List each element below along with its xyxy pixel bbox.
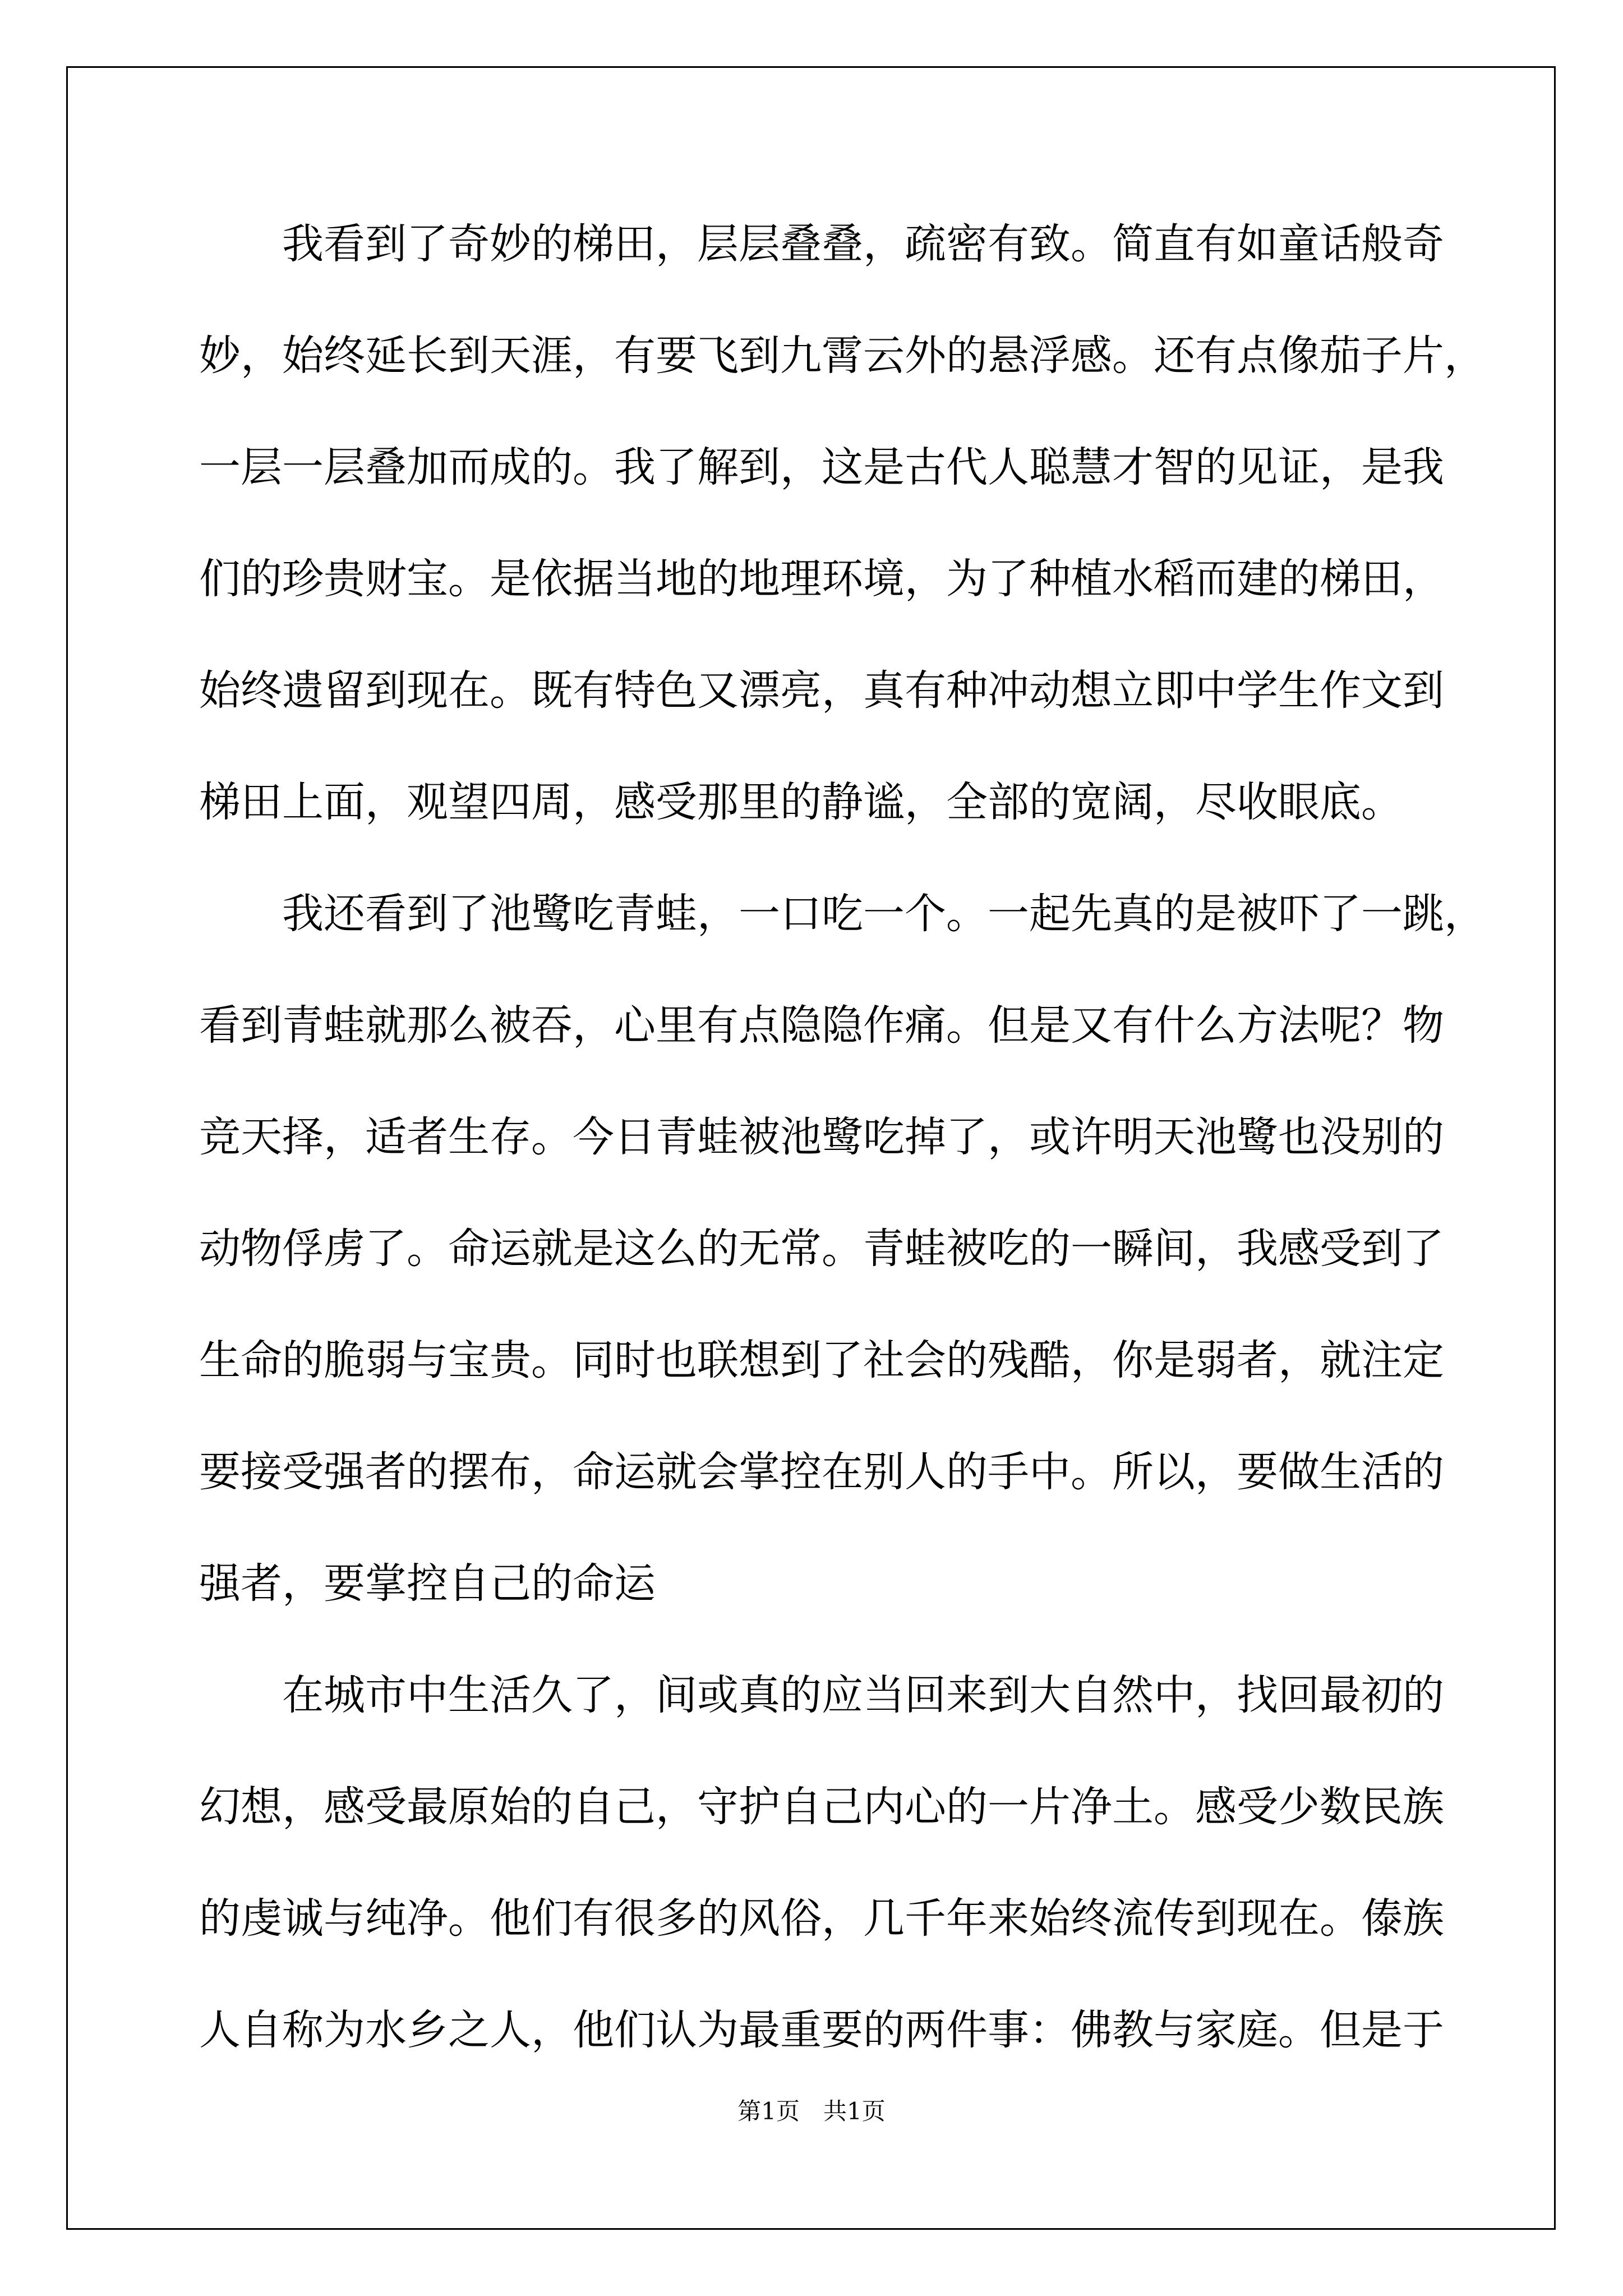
paragraph-1-line-4: 们的珍贵财宝。是依据当地的地理环境，为了种植水稻而建的梯田， <box>199 555 1444 603</box>
paragraph-2-line-4: 动物俘虏了。命运就是这么的无常。青蛙被吃的一瞬间，我感受到了 <box>199 1225 1444 1273</box>
paragraph-3-line-2: 幻想，感受最原始的自己，守护自己内心的一片净土。感受少数民族 <box>199 1783 1444 1831</box>
paragraph-2-line-2: 看到青蛙就那么被吞，心里有点隐隐作痛。但是又有什么方法呢？物 <box>199 1001 1444 1050</box>
paragraph-1-line-2: 妙，始终延长到天涯，有要飞到九霄云外的悬浮感。还有点像茄子片， <box>199 332 1486 380</box>
page-footer: 第1页 共1页 <box>737 2097 886 2125</box>
paragraph-2-line-7: 强者，要掌控自己的命运 <box>199 1559 656 1608</box>
paragraph-1-line-1: 我看到了奇妙的梯田，层层叠叠，疏密有致。简直有如童话般奇 <box>282 220 1444 268</box>
paragraph-1-line-5: 始终遗留到现在。既有特色又漂亮，真有种冲动想立即中学生作文到 <box>199 666 1444 715</box>
paragraph-2-line-6: 要接受强者的摆布，命运就会掌控在别人的手中。所以，要做生活的 <box>199 1448 1444 1496</box>
paragraph-1-line-3: 一层一层叠加而成的。我了解到，这是古代人聪慧才智的见证，是我 <box>199 443 1444 491</box>
paragraph-2-line-1: 我还看到了池鹭吃青蛙，一口吃一个。一起先真的是被吓了一跳， <box>282 890 1486 938</box>
paragraph-2-line-5: 生命的脆弱与宝贵。同时也联想到了社会的残酷，你是弱者，就注定 <box>199 1336 1444 1384</box>
paragraph-2-line-3: 竞天择，适者生存。今日青蛙被池鹭吃掉了，或许明天池鹭也没别的 <box>199 1113 1444 1161</box>
paragraph-3-line-3: 的虔诚与纯净。他们有很多的风俗，几千年来始终流传到现在。傣族 <box>199 1894 1444 1943</box>
paragraph-3-line-1: 在城市中生活久了，间或真的应当回来到大自然中，找回最初的 <box>282 1671 1444 1719</box>
paragraph-1-line-6: 梯田上面，观望四周，感受那里的静谧，全部的宽阔，尽收眼底。 <box>199 778 1403 826</box>
paragraph-3-line-4: 人自称为水乡之人，他们认为最重要的两件事：佛教与家庭。但是于 <box>199 2006 1444 2054</box>
